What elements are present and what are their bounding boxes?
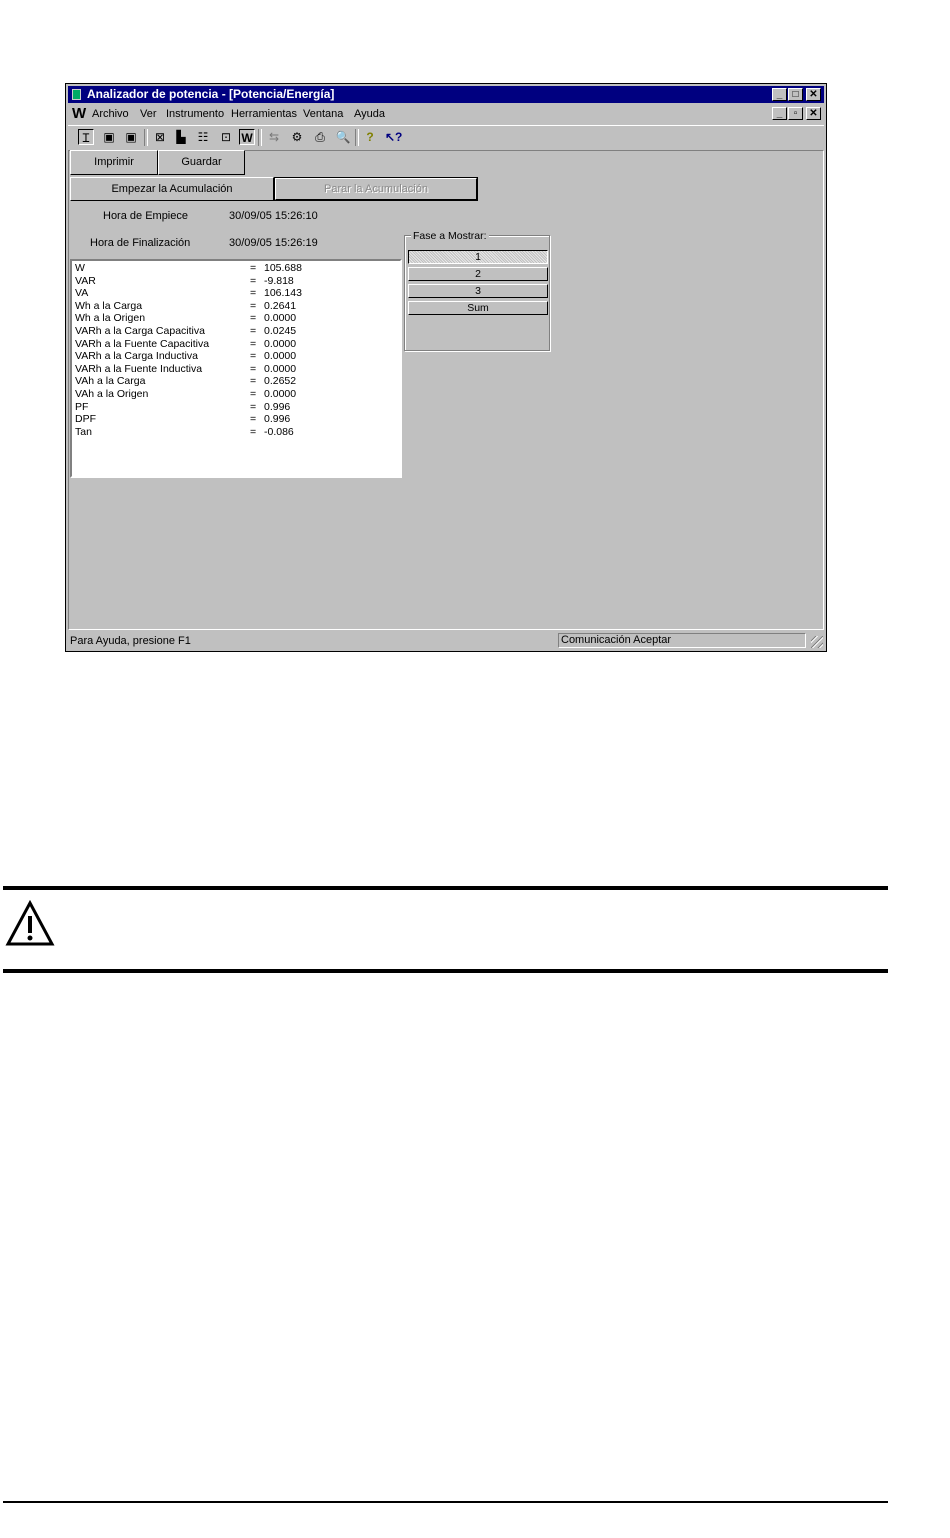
footer-rule [3, 1501, 888, 1503]
close-button[interactable]: ✕ [806, 88, 821, 101]
menu-herramientas[interactable]: Herramientas [231, 108, 298, 120]
start-accumulation-button[interactable]: Empezar la Acumulación [70, 177, 274, 201]
phase-button-sum[interactable]: Sum [408, 301, 548, 315]
power-w-icon[interactable]: W [239, 129, 255, 145]
trend-icon[interactable]: ⊡ [220, 130, 232, 144]
stop-accumulation-button[interactable]: Parar la Acumulación [275, 178, 477, 200]
title-bar[interactable] [68, 86, 824, 103]
mdi-close-button[interactable]: ✕ [806, 107, 821, 120]
status-bar [68, 632, 824, 649]
phase-button-1[interactable]: 1 [408, 250, 548, 264]
connect-icon[interactable]: ⇆ [268, 130, 280, 144]
print-preview-icon[interactable]: 🔍 [335, 130, 351, 144]
toolbar [68, 125, 824, 150]
menu-ver[interactable]: Ver [140, 108, 157, 120]
harmonics-icon[interactable]: ▙ [176, 130, 186, 144]
phase-group-title: Fase a Mostrar: [413, 230, 487, 242]
menu-bar [68, 105, 824, 123]
table-icon[interactable]: ☷ [197, 130, 209, 144]
resize-grip-icon[interactable] [811, 636, 823, 648]
print-icon[interactable]: ⎙ [315, 130, 325, 144]
status-help-text: Para Ayuda, presione F1 [70, 635, 191, 647]
start-time-value: 30/09/05 15:26:10 [229, 210, 318, 222]
menu-ayuda[interactable]: Ayuda [354, 108, 385, 120]
meter-export-icon[interactable]: ▣ [125, 130, 137, 144]
minimize-button[interactable]: _ [772, 88, 787, 101]
toolbar-separator [144, 129, 148, 146]
toolbar-separator [258, 129, 262, 146]
print-button[interactable]: Imprimir [70, 150, 158, 175]
toolbar-separator [355, 129, 359, 146]
end-time-value: 30/09/05 15:26:19 [229, 237, 318, 249]
menu-instrumento[interactable]: Instrumento [166, 108, 225, 120]
status-comm-pane: Comunicación Aceptar [558, 633, 806, 648]
warning-top-rule [3, 886, 888, 890]
mdi-minimize-button[interactable]: _ [772, 107, 787, 120]
maximize-button[interactable]: □ [788, 88, 803, 101]
measurements-list[interactable]: W = 105.688 VAR = -9.818 VA = 106.143 Wh a la Carga = 0.2641 Wh a la Origen = 0.0000 VARh a la Carga Capacitiva = 0.0245 VARh a la Fuente Capacitiva = 0.0000 VARh a la Carga Inductiva = 0.0000 VARh a la Fuente Inductiva = 0.0000 VAh a la Carga = 0.2652 VAh a la Origen = 0.0000 PF = 0.996 DPF = 0.996 Tan = -0.086 [70, 259, 402, 478]
scope-icon[interactable]: Ɪ [78, 129, 94, 145]
window-title: Analizador de potencia - [Potencia/Energía] [87, 87, 335, 101]
phase-group [404, 230, 550, 351]
end-time-label: Hora de Finalización [90, 237, 191, 249]
waveform-icon[interactable]: ⊠ [154, 130, 166, 144]
menu-ventana[interactable]: Ventana [303, 108, 344, 120]
warning-triangle-icon [5, 900, 55, 947]
help-icon[interactable]: ? [366, 130, 374, 144]
start-time-label: Hora de Empiece [103, 210, 188, 222]
phase-button-3[interactable]: 3 [408, 284, 548, 298]
warning-bottom-rule [3, 969, 888, 973]
config-icon[interactable]: ⚙ [291, 130, 303, 144]
mdi-restore-button[interactable]: ▫ [788, 107, 803, 120]
meter-icon[interactable]: ▣ [103, 130, 115, 144]
save-button[interactable]: Guardar [158, 150, 245, 175]
app-icon[interactable] [72, 89, 81, 100]
phase-button-2[interactable]: 2 [408, 267, 548, 281]
menu-archivo[interactable]: Archivo [92, 108, 129, 120]
context-help-icon[interactable]: ↖? [385, 130, 403, 144]
document-logo-icon[interactable]: W [72, 105, 87, 122]
